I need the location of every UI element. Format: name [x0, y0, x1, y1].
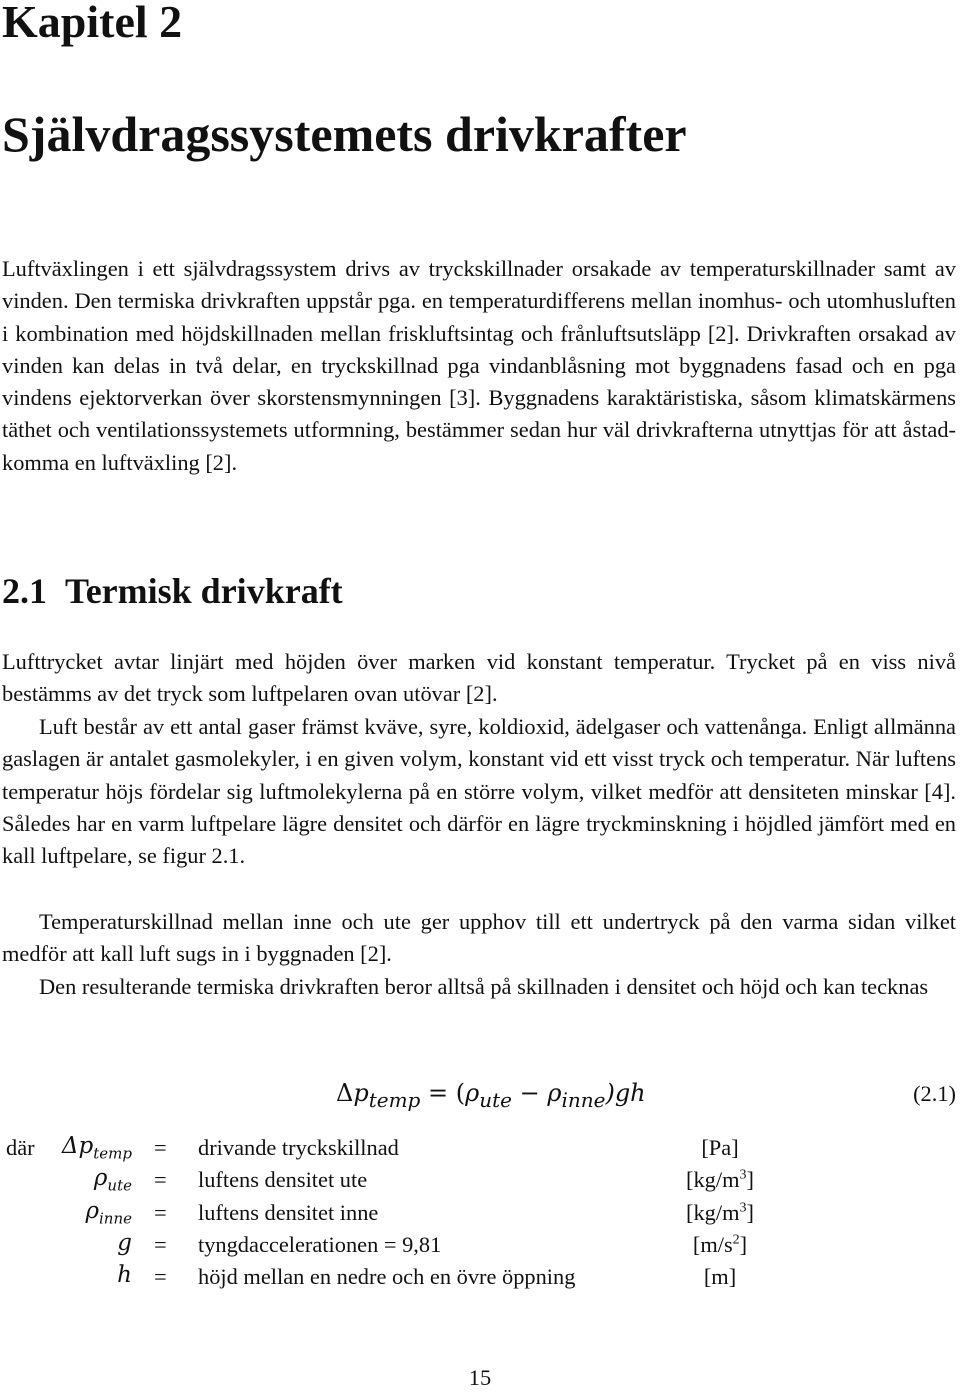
variable-symbol: $\Delta p_{temp}$ [61, 1133, 132, 1163]
variable-unit: $[m/s^2]$ [692, 1231, 748, 1257]
section-paragraph: Lufttrycket avtar linjärt med höjden över marken vid konstant temperatur. Trycket på en viss nivå bestämms av det tryck som luftpelaren ovan utövar [2]. [2, 649, 956, 707]
variable-symbol: g [117, 1229, 132, 1256]
chapter-label: Kapitel 2 [2, 0, 183, 47]
section-title: Termisk drivkraft [65, 571, 343, 611]
section-heading [2, 570, 343, 613]
section-number: 2.1 [2, 571, 47, 611]
variable-unit: [m] [703, 1264, 737, 1290]
variable-row [0, 1262, 960, 1294]
variable-description: luftens densitet inne [198, 1199, 379, 1225]
section-paragraph: Den resulterande termiska drivkraften beror alltså på skillnaden i densitet och höjd och kan tecknas [39, 974, 929, 999]
variable-row [0, 1198, 960, 1230]
variable-unit: [Pa] [701, 1135, 739, 1160]
variable-description: höjd mellan en nedre och en övre öppning [198, 1264, 576, 1290]
variable-unit: $[kg/m^3]$ [686, 1167, 754, 1193]
variable-description: luftens densitet ute [198, 1167, 368, 1193]
variable-equals: = [154, 1135, 167, 1160]
where-label: där [6, 1135, 35, 1160]
variable-equals: = [154, 1167, 167, 1193]
variable-equals: = [154, 1199, 167, 1225]
variable-unit: $[kg/m^3]$ [686, 1199, 754, 1225]
equation-2-1 [0, 1075, 958, 1119]
section-paragraph: Temperaturskillnad mellan inne och ute ger upphov till ett undertryck på den varma sidan vilket medför att kall luft sugs in i byggnaden [2]. [2, 909, 956, 967]
variable-symbol: $\rho_{inne}$ [85, 1197, 132, 1228]
intro-paragraph: Luftväxlingen i ett självdragssystem drivs av tryckskillnader orsakade av temperaturskillnader samt av vinden. Den termiska drivkraften uppstår pga. en temperaturdifferens mellan inomhus- och utomhusluften i kombination med höjdskillnaden mellan friskluftsintag och frånluftsutsläpp [2]. Drivkraften orsakad av vinden kan delas in två delar, en tryckskillnad pga vindanblåsning mot byggnadens fasad och en pga vindens ejektorverkan över skorstensmynningen [3]. Byggnadens karaktäristiska, såsom klimatskärmens täthet och ventilationssystemets utformning, bestämmer sedan hur väl drivkrafterna utnyttjas för att åstadkomma en luftväxling [2]. [2, 256, 956, 475]
variable-equals: = [154, 1264, 167, 1290]
variable-row [0, 1165, 960, 1197]
chapter-title: Självdragssystemets drivkrafter [2, 106, 687, 162]
equation-body: $\Delta p_{temp} = (\rho_{ute} - \rho_{inne})gh$ [336, 1079, 646, 1112]
page-number: 15 [468, 1365, 492, 1390]
variable-row [0, 1133, 960, 1165]
variable-row [0, 1230, 960, 1262]
variable-description: tyngdaccelerationen = 9,81 [198, 1231, 442, 1257]
variable-symbol: $\rho_{ute}$ [93, 1165, 132, 1195]
equation-number: (2.1) [913, 1081, 956, 1106]
variable-equals: = [154, 1231, 167, 1257]
section-paragraph: Luft består av ett antal gaser främst kväve, syre, koldioxid, ädelgaser och vattenånga. Enligt allmänna gaslagen är antalet gasmolekyler, i en given volym, konstant vid ett visst tryck och temperatur. När luftens temperatur höjs fördelar sig luftmolekylerna på en större volym, vilket medför att densiteten minskar [4]. Således har en varm luftpelare lägre densitet och därför en lägre tryckminskning i höjdled jämfört med en kall luftpelare, se figur 2.1. [2, 714, 956, 869]
variable-symbol: h [117, 1262, 132, 1289]
variable-description: drivande tryckskillnad [198, 1135, 399, 1160]
